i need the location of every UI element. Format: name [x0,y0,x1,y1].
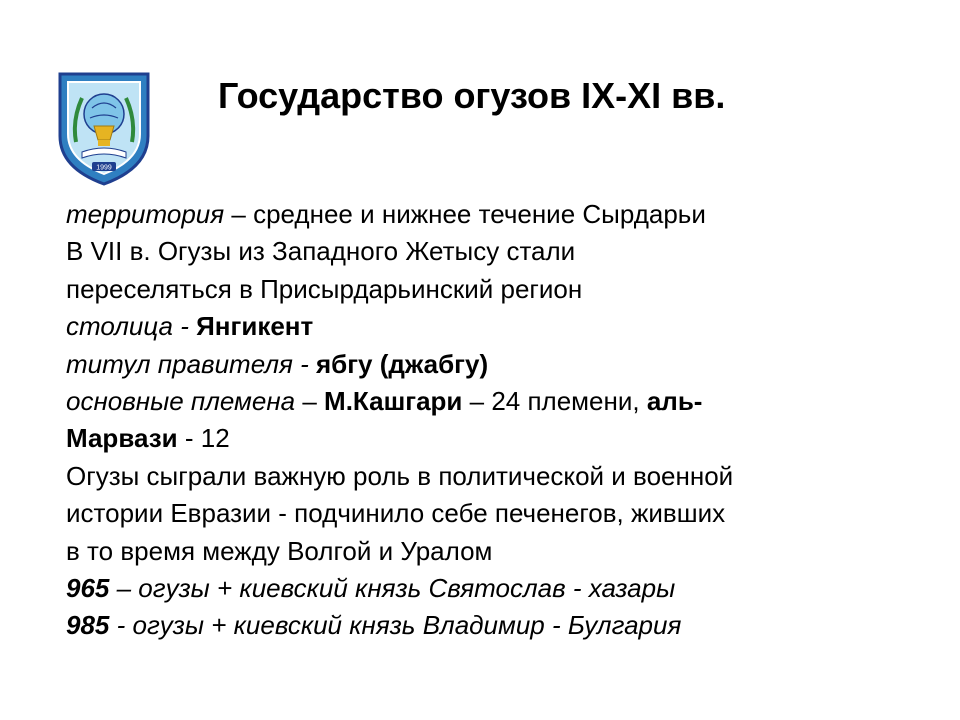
emblem-year: 1999 [96,164,112,172]
text-territory: среднее и нижнее течение Сырдарьи [253,199,706,229]
year-985: 985 [66,610,110,641]
line-text: истории Евразии - подчинило себе печенегов, живших [66,498,726,529]
line-text: Огузы сыграли важную роль в политической и военной [66,460,734,491]
page-title: Государство огузов IX-XI вв. [218,75,726,116]
value-capital: Янгикент [196,311,314,342]
separator: - [173,311,197,342]
separator: - [292,348,316,379]
line-territory [66,196,896,233]
line-marvazi [66,420,896,457]
line-text: переселяться в Присырдарьинский регион [66,273,583,304]
value-marvazi: Марвази [66,423,178,454]
label-ruler-title: титул правителя [66,348,293,379]
line-event-965 [66,570,896,607]
line-event-985 [66,607,896,644]
value-kashgari: М.Кашгари [324,386,463,417]
content-body [66,196,896,645]
text-event-965: – огузы + киевский князь Святослав - хазары [109,573,676,604]
university-emblem [52,68,156,188]
label-territory: территория [66,199,225,229]
text-marvazi: - 12 [177,423,230,454]
value-ruler-title: ябгу (джабгу) [315,348,489,379]
separator: – [295,386,325,417]
label-capital: столица [66,311,173,342]
university-emblem-icon [52,68,156,188]
separator: – [224,199,254,229]
line-text: В VII в. Огузы из Западного Жетысу стали [66,236,576,267]
line-ruler-title [66,346,896,383]
line-tribes [66,383,896,420]
year-965: 965 [66,573,110,604]
text-tribes: – 24 племени, [462,386,647,417]
value-al-marvazi-part: аль- [646,386,703,417]
label-tribes: основные племена [66,386,296,417]
line-capital [66,308,896,345]
text-event-985: - огузы + киевский князь Владимир - Булгария [109,610,682,641]
line-text: в то время между Волгой и Уралом [66,535,493,566]
